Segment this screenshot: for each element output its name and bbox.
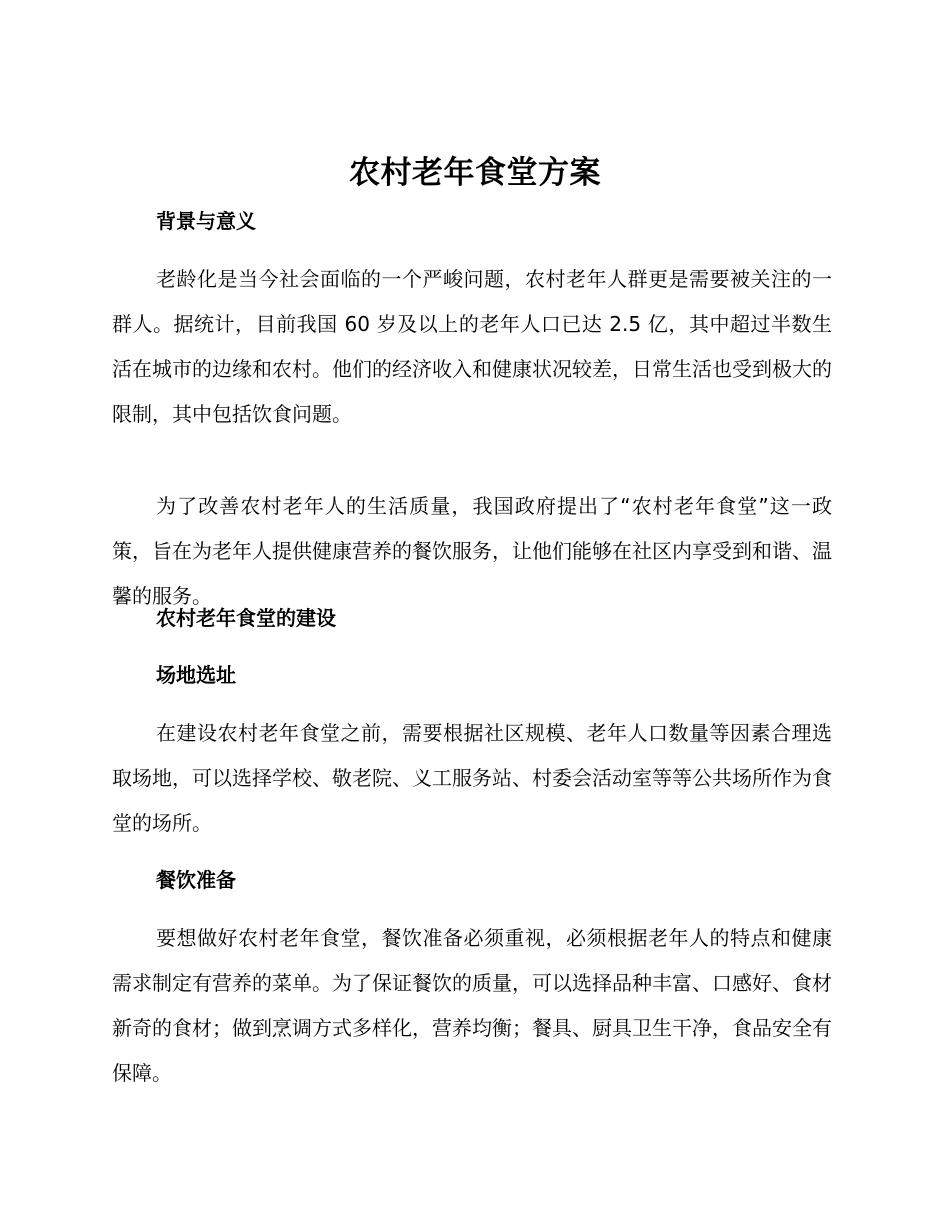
paragraph-background-2: 为了改善农村老年人的生活质量，我国政府提出了“农村老年食堂”这一政策，旨在为老年人提供健康营养的餐饮服务，让他们能够在社区内享受到和谐、温馨的服务。: [112, 494, 832, 608]
section-heading-catering: 餐饮准备: [156, 868, 236, 892]
section-heading-site-selection: 场地选址: [156, 663, 236, 687]
paragraph-background-1: 老龄化是当今社会面临的一个严峻问题，农村老年人群更是需要被关注的一群人。据统计，目前我国 60 岁及以上的老年人口已达 2.5 亿，其中超过半数生活在城市的边缘和农村。他们的经济收入和健康状况较差，日常生活也受到极大的限制，其中包括饮食问题。: [112, 267, 832, 426]
section-heading-background: 背景与意义: [156, 209, 256, 233]
document-title: 农村老年食堂方案: [349, 155, 601, 191]
paragraph-site-selection: 在建设农村老年食堂之前，需要根据社区规模、老年人口数量等因素合理选取场地，可以选择学校、敬老院、义工服务站、村委会活动室等等公共场所作为食堂的场所。: [112, 721, 832, 835]
paragraph-catering: 要想做好农村老年食堂，餐饮准备必须重视，必须根据老年人的特点和健康需求制定有营养的菜单。为了保证餐饮的质量，可以选择品种丰富、口感好、食材新奇的食材；做到烹调方式多样化，营养均衡；餐具、厨具卫生干净，食品安全有保障。: [112, 926, 832, 1085]
section-heading-construction: 农村老年食堂的建设: [156, 606, 336, 630]
